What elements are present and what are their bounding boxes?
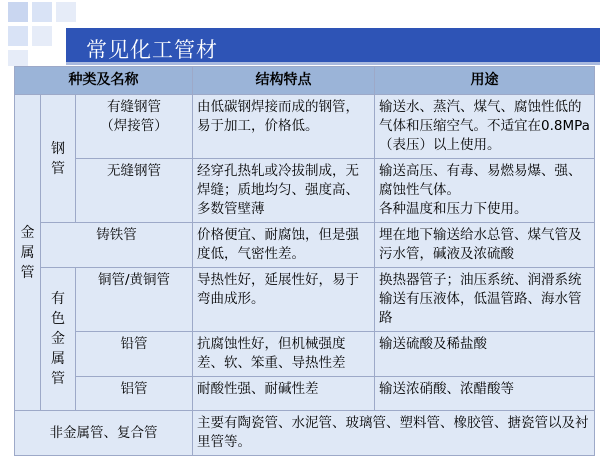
header-row	[15, 67, 595, 95]
table-row	[15, 332, 595, 377]
pipe-materials-table	[14, 66, 595, 456]
table-row	[15, 377, 595, 411]
pipe-use: 输送水、蒸汽、煤气、腐蚀性低的气体和压缩空气。不适宜在0.8MPa（表压）以上使用。	[375, 95, 595, 159]
table-row	[15, 268, 595, 332]
group-steel-label: 钢管	[51, 140, 65, 177]
group-metal	[15, 95, 41, 411]
pipe-use: 输送硫酸及稀盐酸	[375, 332, 595, 377]
pipe-use: 换热器管子；油压系统、润滑系统输送有压液体，低温管路、海水管路	[375, 268, 595, 332]
pipe-name: 铝管	[76, 377, 193, 411]
pipe-feature: 抗腐蚀性好，但机械强度差、软、笨重、导热性差	[193, 332, 375, 377]
pipe-feature: 导热性好，延展性好，易于弯曲成形。	[193, 268, 375, 332]
pipe-name: 铅管	[76, 332, 193, 377]
decor-square	[8, 26, 28, 46]
pipe-name: 非金属管、复合管	[15, 411, 193, 456]
header-type-name: 种类及名称	[15, 67, 193, 95]
decor-square	[56, 2, 76, 22]
decor-square	[32, 2, 52, 22]
decor-square	[8, 2, 28, 22]
slide-title: 常见化工管材	[86, 38, 218, 62]
pipe-feature: 由低碳钢焊接而成的钢管，易于加工，价格低。	[193, 95, 375, 159]
pipe-feature: 耐酸性强、耐碱性差	[193, 377, 375, 411]
pipe-feature: 价格便宜、耐腐蚀，但是强度低，气密性差。	[193, 223, 375, 268]
header-structure: 结构特点	[193, 67, 375, 95]
table-row	[15, 411, 595, 456]
group-steel	[41, 95, 76, 223]
pipe-use: 输送高压、有毒、易燃易爆、强、腐蚀性气体。 各种温度和压力下使用。	[375, 159, 595, 223]
group-metal-label: 金属管	[20, 224, 35, 281]
decor-square	[32, 26, 52, 46]
pipe-name: 有缝钢管 （焊接管）	[76, 95, 193, 159]
pipe-feature: 经穿孔热轧或冷拔制成，无焊缝；质地均匀、强度高、多数管壁薄	[193, 159, 375, 223]
group-nonferrous-label: 有色金属管	[51, 291, 65, 387]
pipe-use: 输送浓硝酸、浓醋酸等	[375, 377, 595, 411]
table-row	[15, 159, 595, 223]
pipe-use: 埋在地下输送给水总管、煤气管及污水管，碱液及浓硫酸	[375, 223, 595, 268]
group-nonferrous	[41, 268, 76, 411]
pipe-name: 无缝钢管	[76, 159, 193, 223]
table-row	[15, 95, 595, 159]
pipe-name: 铸铁管	[41, 223, 193, 268]
title-bar	[0, 0, 600, 66]
decor-square	[8, 50, 28, 66]
pipe-feature: 主要有陶瓷管、水泥管、玻璃管、塑料管、橡胶管、搪瓷管以及衬里管等。	[193, 411, 595, 456]
pipe-name: 铜管/黄铜管	[76, 268, 193, 332]
header-usage: 用途	[375, 67, 595, 95]
table-row	[15, 223, 595, 268]
